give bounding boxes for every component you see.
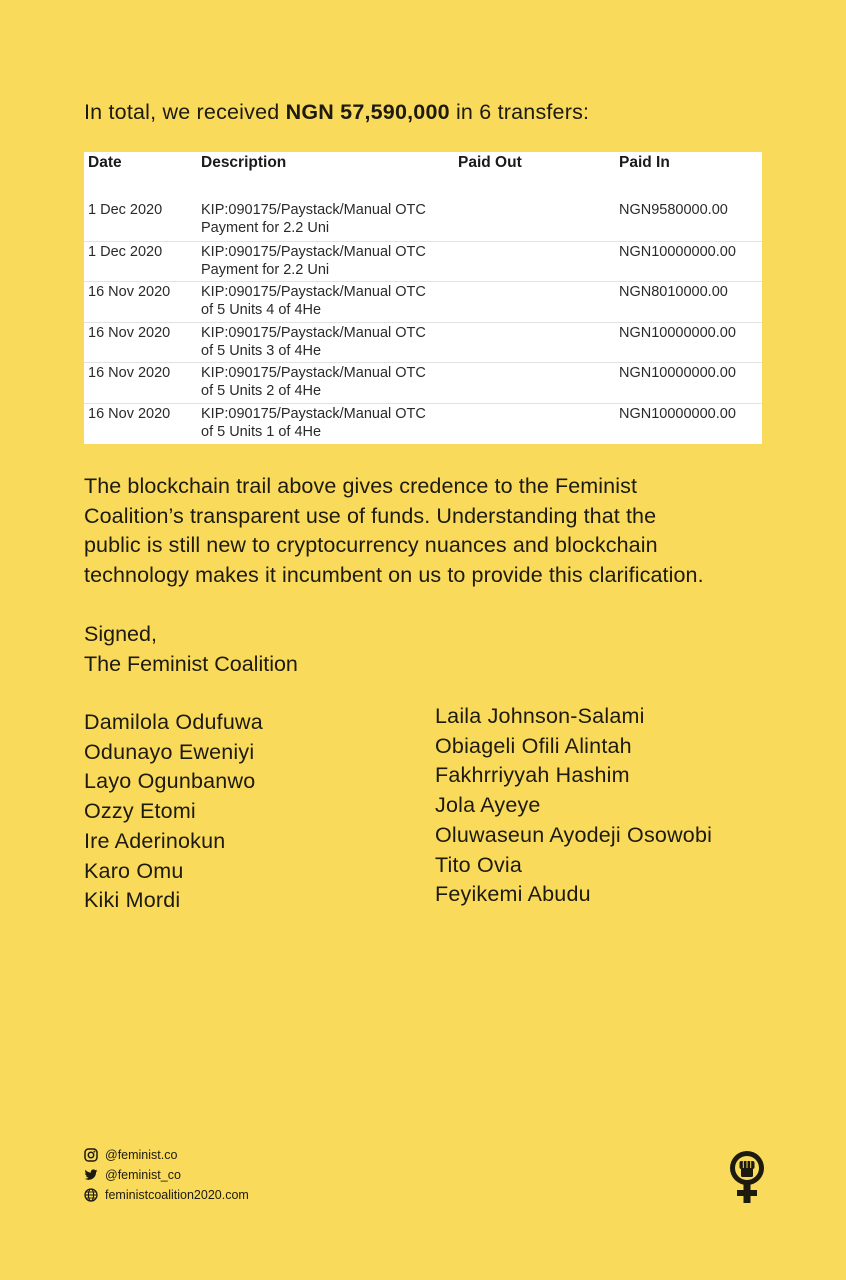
globe-icon <box>84 1188 98 1202</box>
cell-description: KIP:090175/Paystack/Manual OTC Payment for 2.2 Uni <box>201 243 426 278</box>
signatory-name: Laila Johnson-Salami <box>435 704 645 728</box>
cell-paid-in: NGN10000000.00 <box>619 405 736 422</box>
cell-date: 16 Nov 2020 <box>88 365 171 381</box>
signatories-left <box>84 708 263 916</box>
cell-paid-in: NGN10000000.00 <box>619 243 736 260</box>
signatory-name: Jola Ayeye <box>435 793 541 818</box>
signatory-name: Fakhrriyyah Hashim <box>435 763 630 788</box>
header-date: Date <box>88 154 122 171</box>
signatory-name: Ozzy Etomi <box>84 799 196 824</box>
feminist-fist-logo-icon <box>726 1148 768 1204</box>
intro-prefix: In total, we received <box>84 100 280 124</box>
intro-line <box>84 100 589 125</box>
instagram-handle: @feminist.co <box>105 1148 178 1162</box>
table-row <box>84 241 762 282</box>
cell-paid-out <box>454 194 615 241</box>
signatory-name: Layo Ogunbanwo <box>84 769 256 794</box>
clarification-paragraph <box>84 472 784 591</box>
signed-label: Signed, <box>84 622 157 646</box>
cell-date: 16 Nov 2020 <box>88 284 171 300</box>
signatory-name: Damilola Odufuwa <box>84 710 263 734</box>
cell-paid-in: NGN10000000.00 <box>619 365 736 381</box>
instagram-link[interactable] <box>84 1145 249 1165</box>
table-row <box>84 322 762 363</box>
table-row <box>84 194 762 241</box>
cell-paid-out <box>454 403 615 444</box>
cell-description: KIP:090175/Paystack/Manual OTC Payment for 2.2 Uni <box>201 202 426 236</box>
signatory-name: Obiageli Ofili Alintah <box>435 733 632 758</box>
website-link[interactable] <box>84 1185 249 1205</box>
transfers-table <box>84 152 762 444</box>
cell-description: KIP:090175/Paystack/Manual OTC of 5 Units 4 of 4He <box>201 284 426 318</box>
signatory-name: Ire Aderinokun <box>84 828 226 853</box>
intro-suffix: in 6 transfers: <box>455 100 590 124</box>
table-header-row <box>84 152 762 194</box>
cell-paid-in: NGN8010000.00 <box>619 284 728 300</box>
signatory-name: Tito Ovia <box>435 852 523 877</box>
header-paid-out: Paid Out <box>458 154 522 171</box>
cell-date: 16 Nov 2020 <box>88 324 171 341</box>
website-url: feministcoalition2020.com <box>105 1188 249 1202</box>
cell-paid-out <box>454 363 615 404</box>
cell-date: 1 Dec 2020 <box>88 202 163 218</box>
table-row <box>84 282 762 323</box>
paragraph-line: The blockchain trail above gives credence to the Feminist <box>84 474 638 498</box>
twitter-icon <box>84 1168 98 1182</box>
social-links <box>84 1145 249 1205</box>
total-amount: NGN 57,590,000 <box>285 100 450 124</box>
signatories-right <box>435 702 712 910</box>
cell-description: KIP:090175/Paystack/Manual OTC of 5 Units 2 of 4He <box>201 365 426 399</box>
twitter-link[interactable] <box>84 1165 249 1185</box>
paragraph-line: technology makes it incumbent on us to provide this clarification. <box>84 563 704 588</box>
cell-description: KIP:090175/Paystack/Manual OTC of 5 Units 1 of 4He <box>201 405 426 440</box>
signatory-name: Kiki Mordi <box>84 888 181 913</box>
cell-paid-out <box>454 322 615 363</box>
table-row <box>84 403 762 444</box>
signature-org: The Feminist Coalition <box>84 651 298 676</box>
cell-paid-out <box>454 241 615 282</box>
header-description: Description <box>201 154 287 171</box>
signatory-name: Oluwaseun Ayodeji Osowobi <box>435 822 713 847</box>
twitter-handle: @feminist_co <box>105 1168 181 1182</box>
table-row <box>84 363 762 404</box>
cell-paid-in: NGN9580000.00 <box>619 202 728 218</box>
signature-block <box>84 620 298 679</box>
signatory-name: Feyikemi Abudu <box>435 882 591 907</box>
cell-date: 16 Nov 2020 <box>88 405 171 422</box>
cell-date: 1 Dec 2020 <box>88 243 163 260</box>
header-paid-in: Paid In <box>619 154 670 171</box>
paragraph-line: public is still new to cryptocurrency nuances and blockchain <box>84 533 658 558</box>
cell-paid-out <box>454 282 615 323</box>
cell-paid-in: NGN10000000.00 <box>619 324 736 341</box>
instagram-icon <box>84 1148 98 1162</box>
signatory-name: Karo Omu <box>84 858 184 883</box>
signatory-name: Odunayo Eweniyi <box>84 739 255 764</box>
cell-description: KIP:090175/Paystack/Manual OTC of 5 Units 3 of 4He <box>201 324 426 359</box>
paragraph-line: Coalition’s transparent use of funds. Understanding that the <box>84 503 657 528</box>
